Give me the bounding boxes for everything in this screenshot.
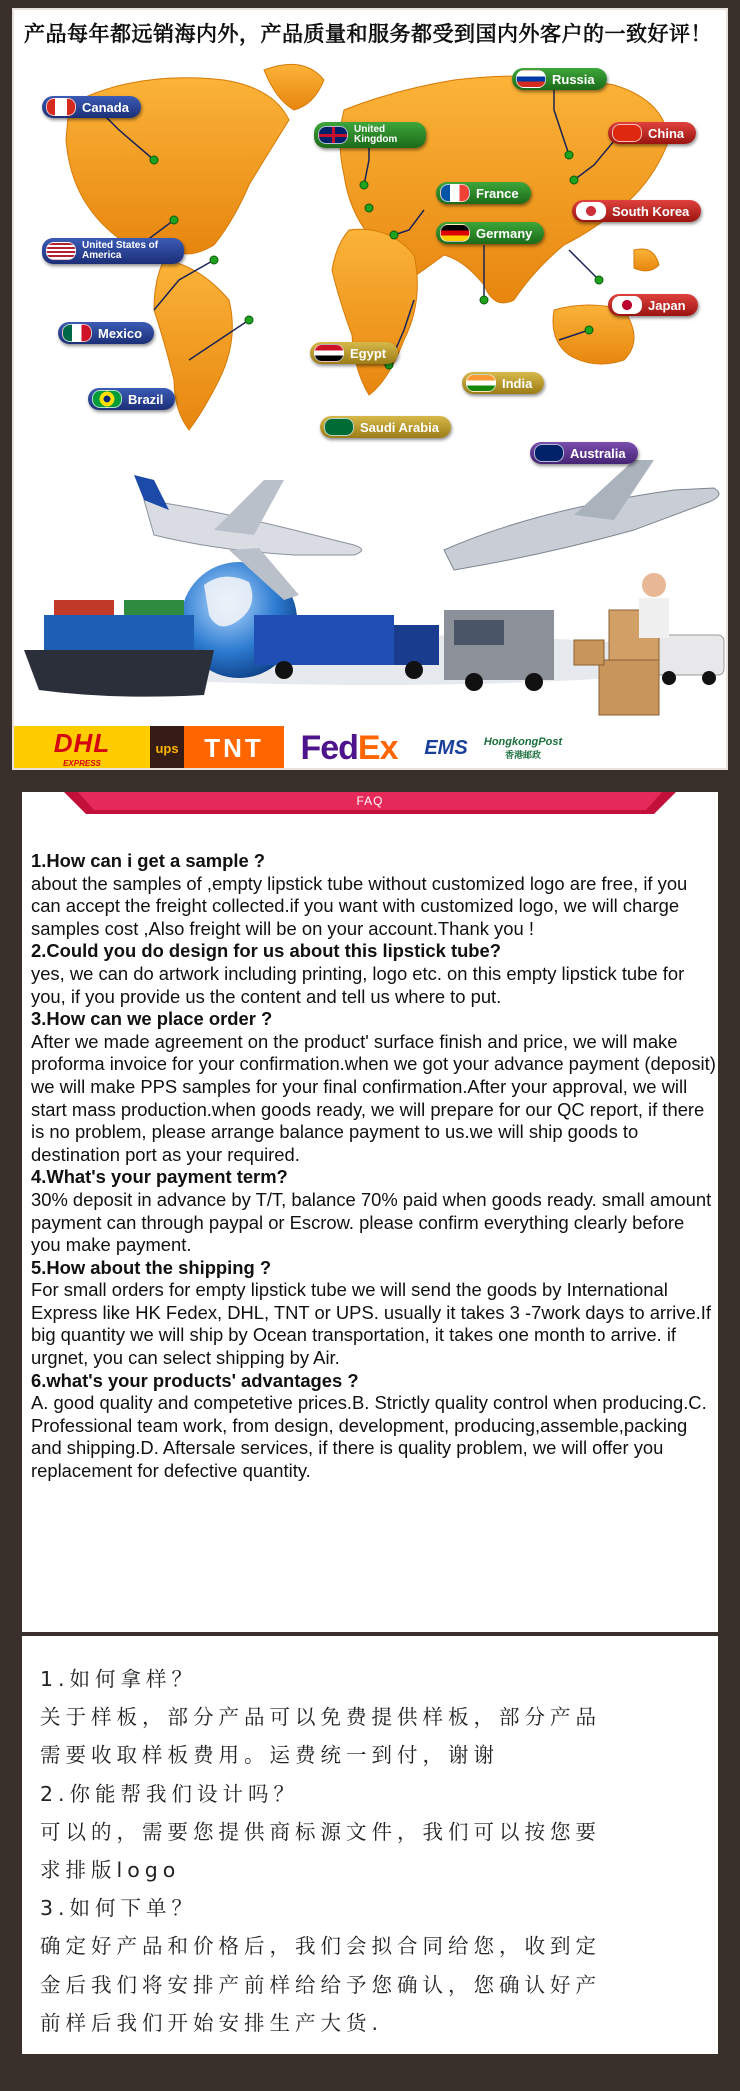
- country-badge-germany: [436, 222, 544, 244]
- cn-question: 3.如何下单？: [40, 1896, 198, 1921]
- country-badge-united-kingdom: [314, 122, 426, 148]
- hongkong-post-logo: HongkongPost 香港邮政: [478, 726, 568, 770]
- cn-answer-line: 求排版logo: [40, 1858, 181, 1883]
- country-badge-canada: [42, 96, 141, 118]
- faq-question: 1.How can i get a sample ?: [31, 850, 266, 871]
- country-label: Canada: [82, 99, 129, 115]
- mexico-flag-icon: [62, 324, 92, 342]
- tnt-logo: TNT: [184, 726, 284, 770]
- india-flag-icon: [466, 374, 496, 392]
- country-badge-china: [608, 122, 696, 144]
- country-label: India: [502, 375, 533, 391]
- country-badge-australia: [530, 442, 638, 464]
- country-badge-south-korea: [572, 200, 701, 222]
- country-label: Egypt: [350, 345, 387, 361]
- country-badge-india: [462, 372, 544, 394]
- faq-title: FAQ: [356, 794, 384, 808]
- faq-section-chinese: [22, 1636, 718, 2054]
- shipping-banner: [12, 8, 728, 770]
- country-label: Mexico: [98, 325, 143, 341]
- country-label: Germany: [476, 225, 533, 241]
- country-label: Brazil: [128, 391, 164, 407]
- country-label: Australia: [570, 445, 626, 461]
- faq-answer: A. good quality and competetive prices.B. Strictly quality control when producing.C. Professional team work, from design, development, producing,assemble,packing and shipping.D. Aftersale services, if there is quality problem, we will offer you replacement for defective quantity.: [31, 1392, 707, 1482]
- faq-section: [22, 792, 718, 1632]
- chinese-faq-list: [40, 1660, 710, 2042]
- cn-answer-line: 需要收取样板费用。运费统一到付，谢谢: [40, 1743, 499, 1768]
- saudi-arabia-flag-icon: [324, 418, 354, 436]
- carrier-logos: [14, 726, 726, 770]
- uk-flag-icon: [318, 126, 348, 144]
- cn-question: 2.你能帮我们设计吗？: [40, 1781, 300, 1806]
- faq-answer: 30% deposit in advance by T/T, balance 70% paid when goods ready. small amount payment can through paypal or Escrow. please confirm everything clearly before you make payment.: [31, 1188, 712, 1256]
- headline: 产品每年都远销海内外，产品质量和服务都受到国内外客户的一致好评！: [24, 22, 712, 46]
- country-label: United Kingdom: [354, 124, 398, 145]
- country-badge-russia: [512, 68, 607, 90]
- country-badge-mexico: [58, 322, 154, 344]
- country-label: United States of America: [82, 240, 159, 261]
- cn-answer-line: 确定好产品和价格后，我们会拟合同给您，收到定: [40, 1934, 601, 1959]
- country-badge-saudi-arabia: [320, 416, 451, 438]
- dhl-logo: DHL EXPRESS: [14, 726, 150, 770]
- china-flag-icon: [612, 124, 642, 142]
- country-badge-usa: [42, 238, 184, 264]
- faq-answer: yes, we can do artwork including printing, logo etc. on this empty lipstick tube for you, if you provide us the content and tell us where to put.: [31, 962, 685, 1007]
- cn-answer-line: 可以的，需要您提供商标源文件，我们可以按您要: [40, 1819, 601, 1844]
- country-badge-japan: [608, 294, 698, 316]
- canada-flag-icon: [46, 98, 76, 116]
- germany-flag-icon: [440, 224, 470, 242]
- faq-question: 3.How can we place order ?: [31, 1008, 273, 1030]
- faq-question: 5.How about the shipping ?: [31, 1256, 272, 1278]
- faq-question: 4.What's your payment term?: [31, 1166, 288, 1188]
- cn-answer-line: 前样后我们开始安排生产大货.: [40, 2010, 384, 2035]
- ups-logo: ups: [150, 726, 184, 770]
- brazil-flag-icon: [92, 390, 122, 408]
- cn-answer-line: 关于样板，部分产品可以免费提供样板，部分产品: [40, 1705, 601, 1730]
- country-badge-france: [436, 182, 531, 204]
- country-label: Russia: [552, 71, 595, 87]
- faq-question: 6.what's your products' advantages ?: [31, 1369, 359, 1391]
- ems-logo: EMS: [414, 726, 478, 770]
- country-badge-brazil: [88, 388, 175, 410]
- country-label: Saudi Arabia: [360, 419, 439, 435]
- country-label: France: [476, 185, 519, 201]
- faq-answer: For small orders for empty lipstick tube we will send the goods by International Express like HK Fedex, DHL, TNT or UPS. usually it takes 3 -7work days to arrive.If big quantity we will ship by Ocean transportation, it takes one month to arrive. if urgnet, you can select shipping by Air.: [31, 1279, 712, 1369]
- faq-question: 2.Could you do design for us about this lipstick tube?: [31, 940, 501, 962]
- australia-flag-icon: [534, 444, 564, 462]
- south-korea-flag-icon: [576, 202, 606, 220]
- cn-question: 1.如何拿样？: [40, 1667, 198, 1691]
- country-label: South Korea: [612, 203, 690, 219]
- france-flag-icon: [440, 184, 470, 202]
- faq-list: [31, 850, 717, 1483]
- japan-flag-icon: [612, 296, 642, 314]
- country-label: Japan: [648, 297, 686, 313]
- faq-answer: about the samples of ,empty lipstick tube without customized logo are free, if you can accept the freight collected.if you want with customized logo, we will charge samples cost ,Also freight will be on your account.Thank you !: [31, 872, 688, 939]
- cn-answer-line: 金后我们将安排产前样给给予您确认，您确认好产: [40, 1972, 601, 1997]
- country-label: China: [648, 125, 685, 141]
- usa-flag-icon: [46, 242, 76, 260]
- fedex-logo: Fed Ex: [284, 726, 414, 770]
- egypt-flag-icon: [314, 344, 344, 362]
- country-badge-egypt: [310, 342, 398, 364]
- faq-answer: After we made agreement on the product' surface finish and price, we will make proforma invoice for your confirmation.when we got your advance payment (deposit) we will make PPS samples for your final confirmation.After your approval, we will start mass production.when goods ready, we will prepare for our QC report, if there is no problem, please arrange balance payment to us.we will ship goods to destination port as your required.: [31, 1030, 716, 1165]
- russia-flag-icon: [516, 70, 546, 88]
